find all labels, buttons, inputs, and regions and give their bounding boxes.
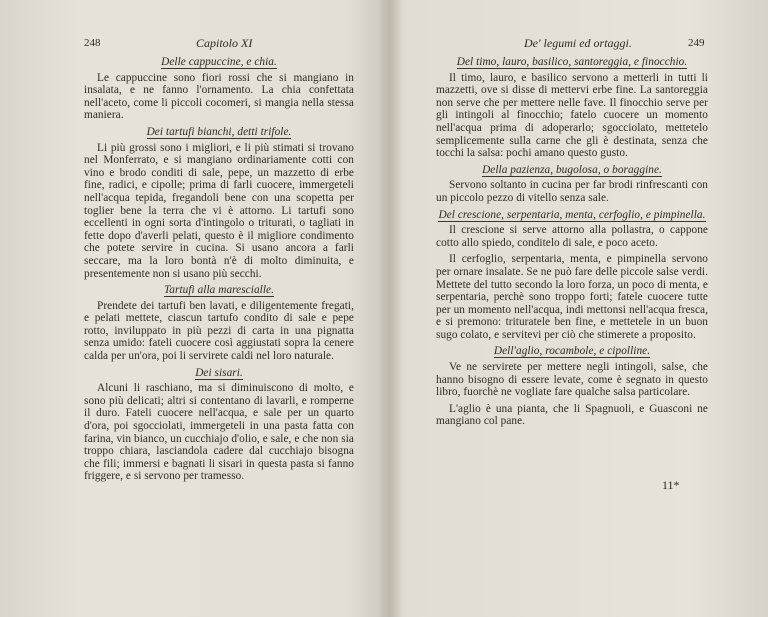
left-page-number: 248 bbox=[84, 37, 101, 49]
section-heading: Dell'aglio, rocambole, e cipolline. bbox=[493, 345, 651, 358]
right-page bbox=[392, 0, 768, 617]
section-heading: Dei tartufi bianchi, detti trifole. bbox=[146, 125, 292, 138]
section-heading: Del timo, lauro, basilico, santoreggia, e finocchio. bbox=[456, 56, 688, 68]
right-page-number: 249 bbox=[688, 37, 705, 49]
paragraph: Servono soltanto in cucina per far brodi rinfrescanti con un piccolo pezzo di vitello senza sale. bbox=[436, 179, 708, 204]
signature-mark: 11* bbox=[662, 478, 680, 492]
section-heading: Della pazienza, bugolosa, o boraggine. bbox=[482, 163, 662, 176]
paragraph: Prendete dei tartufi ben lavati, e diligentemente fregati, e pelati mettete, ciascun tartufo condito di sale e pepe rotto, inviluppato in più pezzi di carta in una pignatta senza umido: fateli cuocere così aggiustati sopra la cenere calda per un'ora, poi li servirete caldi nel loro naturale. bbox=[84, 299, 354, 363]
paragraph: Li più grossi sono i migliori, e li più stimati si trovano nel Monferrato, e si mangiano ordinariamente cotti con vino e brodo conditi di sale, pepe, un mazzetto di erbe fine, radici, e cipolle; prima di farli cuocere, immergeteli nell'acqua tepida, fregandoli bene con una scopetta per toglier bene la terra che vi è attorno. Li tartufi sono eccellenti in ogni sorta d'intingolo o triturati, o tagliati in fette dopo d'averli pelati, questo è il migliore condimento che potete servire in cucina. Si usano ancora a farli seccare, ma la loro bontà n'è di molto diminuita, e presentemente non si usano più secchi. bbox=[84, 141, 354, 280]
paragraph: L'aglio è una pianta, che li Spagnuoli, e Guasconi ne mangiano col pane. bbox=[436, 402, 708, 428]
section-heading: Delle cappuccine, e chia. bbox=[161, 56, 277, 68]
left-running-head: Capitolo XI bbox=[196, 36, 253, 50]
paragraph: Le cappuccine sono fiori rossi che si mangiano in insalata, e ne fanno l'ornamento. La chia confettata nell'aceto, come li piccoli cocomeri, si mangia nella stessa maniera. bbox=[84, 71, 354, 122]
paragraph: Il crescione si serve attorno alla pollastra, o cappone cotto allo spiedo, conditelo di sale, e poco aceto. bbox=[436, 224, 708, 249]
left-page-body bbox=[84, 54, 354, 487]
paragraph: Alcuni li raschiano, ma si diminuiscono di molto, e sono più delicati; altri si contentano di lavarli, e romperne il duro. Fateli cuocere nell'acqua, e sale per un quarto d'ora, poi sgocciolati, immergeteli in una pasta fatta con farina, vin bianco, un cucchiajo d'olio, e sale, e che non sia troppo chiara, lasciandola cadere dal cucchiajo bisogna che fili; immersi e bagnati li sisari in questa pasta si fanno friggere, e si servono per tramesso. bbox=[84, 382, 354, 483]
section-heading: Tartufi alla marescialle. bbox=[164, 284, 274, 297]
right-running-head: De' legumi ed ortaggi. bbox=[524, 36, 632, 50]
section-heading: Dei sisari. bbox=[195, 366, 243, 379]
paragraph: Il cerfoglio, serpentaria, menta, e pimpinella servono per ornare insalate. Se ne può fare delle piccole salse verdi. Mettete del tutto secondo la loro forza, un poco di menta, e serpentaria, perchè sono troppo forti; fatele cuocere tutte per un momento nell'acqua, indi mettonsi nell'acqua fresca, e si premono: trituratele ben fine, e mettetele in un buon sugo colato, e servitevi per ciò che stimerete a proposito. bbox=[436, 253, 708, 341]
paragraph: Il timo, lauro, e basilico servono a metterli in tutti li mazzetti, ove si disse di mettervi erbe fine. La santoreggia non serve che per mettere nelle fave. Il finocchio serve per gli intingoli al finocchio; fatelo cuocere un momento nell'acqua prima di adoperarlo; sgocciolato, mettetelo semplicemente sulla carne che gli è destinata, senza che tocchi la salsa: pochi amano questo gusto. bbox=[436, 71, 708, 160]
section-heading: Del crescione, serpentaria, menta, cerfoglio, e pimpinella. bbox=[438, 208, 706, 221]
right-page-body bbox=[436, 54, 708, 432]
paragraph: Ve ne servirete per mettere negli intingoli, salse, che hanno bisogno di essere levate, come è segnato in questo libro, fuorchè ne vogliate fare qualche salsa particolare. bbox=[436, 361, 708, 399]
